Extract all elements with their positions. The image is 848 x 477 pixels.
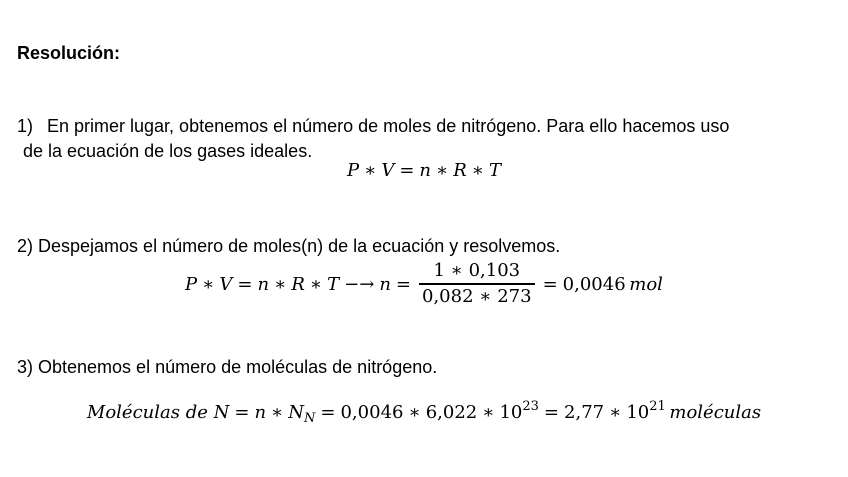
eq2-fraction bbox=[419, 260, 535, 307]
eq3-times-3: ∗ bbox=[482, 402, 495, 423]
eq1-times-3: ∗ bbox=[471, 160, 485, 181]
eq3-NN-sub: N bbox=[304, 411, 316, 426]
eq1-times-2: ∗ bbox=[436, 160, 449, 181]
eq2-V: V bbox=[219, 273, 233, 295]
eq3-equals-3: = bbox=[543, 402, 560, 423]
eq3-base-2: 10 bbox=[626, 402, 650, 423]
eq2-P: P bbox=[185, 273, 198, 295]
eq3-unit: moléculas bbox=[669, 402, 762, 423]
eq3-times-2: ∗ bbox=[408, 402, 421, 423]
eq3-value3: 2,77 bbox=[564, 402, 605, 423]
eq1-T: T bbox=[489, 160, 502, 181]
eq2-result: 0,0046 bbox=[562, 273, 626, 295]
eq3-times-4: ∗ bbox=[609, 402, 622, 423]
step2-text: 2) Despejamos el número de moles(n) de la ecuación y resolvemos. bbox=[17, 236, 561, 256]
eq3-times-1: ∗ bbox=[271, 402, 284, 423]
eq2-n-2: n bbox=[379, 273, 391, 295]
molecules-equation bbox=[0, 399, 848, 426]
step1-line1: En primer lugar, obtenemos el número de moles de nitrógeno. Para ello hacemos uso bbox=[47, 116, 730, 136]
eq2-numerator: 1 ∗ 0,103 bbox=[433, 260, 521, 282]
eq2-R: R bbox=[291, 273, 305, 295]
eq3-exp1: 23 bbox=[522, 399, 539, 414]
eq3-lhs: Moléculas de N bbox=[86, 402, 230, 423]
eq3-equals-2: = bbox=[320, 402, 336, 423]
eq3-equals-1: = bbox=[234, 402, 250, 423]
eq2-equals-1: = bbox=[237, 273, 253, 295]
eq2-times-1: ∗ bbox=[202, 273, 215, 295]
step1-number: 1) bbox=[17, 116, 34, 136]
eq2-equals-2: = bbox=[395, 273, 411, 295]
eq2-denominator: 0,082 ∗ 273 bbox=[422, 285, 532, 307]
eq1-n: n bbox=[419, 160, 431, 181]
eq2-times-3: ∗ bbox=[309, 273, 323, 295]
eq2-n-1: n bbox=[257, 273, 270, 295]
eq3-value2: 6,022 bbox=[425, 402, 478, 423]
eq2-T: T bbox=[327, 273, 340, 295]
eq2-arrow: −→ bbox=[344, 273, 375, 295]
eq3-value1: 0,0046 bbox=[340, 402, 404, 423]
moles-equation bbox=[0, 256, 848, 312]
eq2-times-2: ∗ bbox=[274, 273, 287, 295]
eq3-exp2: 21 bbox=[649, 399, 666, 414]
step1-line2: de la ecuación de los gases ideales. bbox=[23, 141, 313, 161]
ideal-gas-equation bbox=[0, 160, 848, 181]
eq3-NN: N bbox=[288, 402, 305, 423]
eq1-times-1: ∗ bbox=[364, 160, 377, 181]
eq1-R: R bbox=[453, 160, 467, 181]
eq2-unit: mol bbox=[629, 273, 663, 295]
eq2-equals-3: = bbox=[542, 273, 558, 295]
eq1-V: V bbox=[381, 160, 395, 181]
eq3-base-1: 10 bbox=[499, 402, 523, 423]
eq1-equals: = bbox=[399, 160, 415, 181]
eq3-n: n bbox=[254, 402, 267, 423]
fraction-bar bbox=[419, 283, 535, 284]
step3-text: 3) Obtenemos el número de moléculas de nitrógeno. bbox=[17, 357, 438, 377]
eq1-P: P bbox=[346, 160, 360, 181]
resolution-heading: Resolución: bbox=[17, 43, 121, 63]
